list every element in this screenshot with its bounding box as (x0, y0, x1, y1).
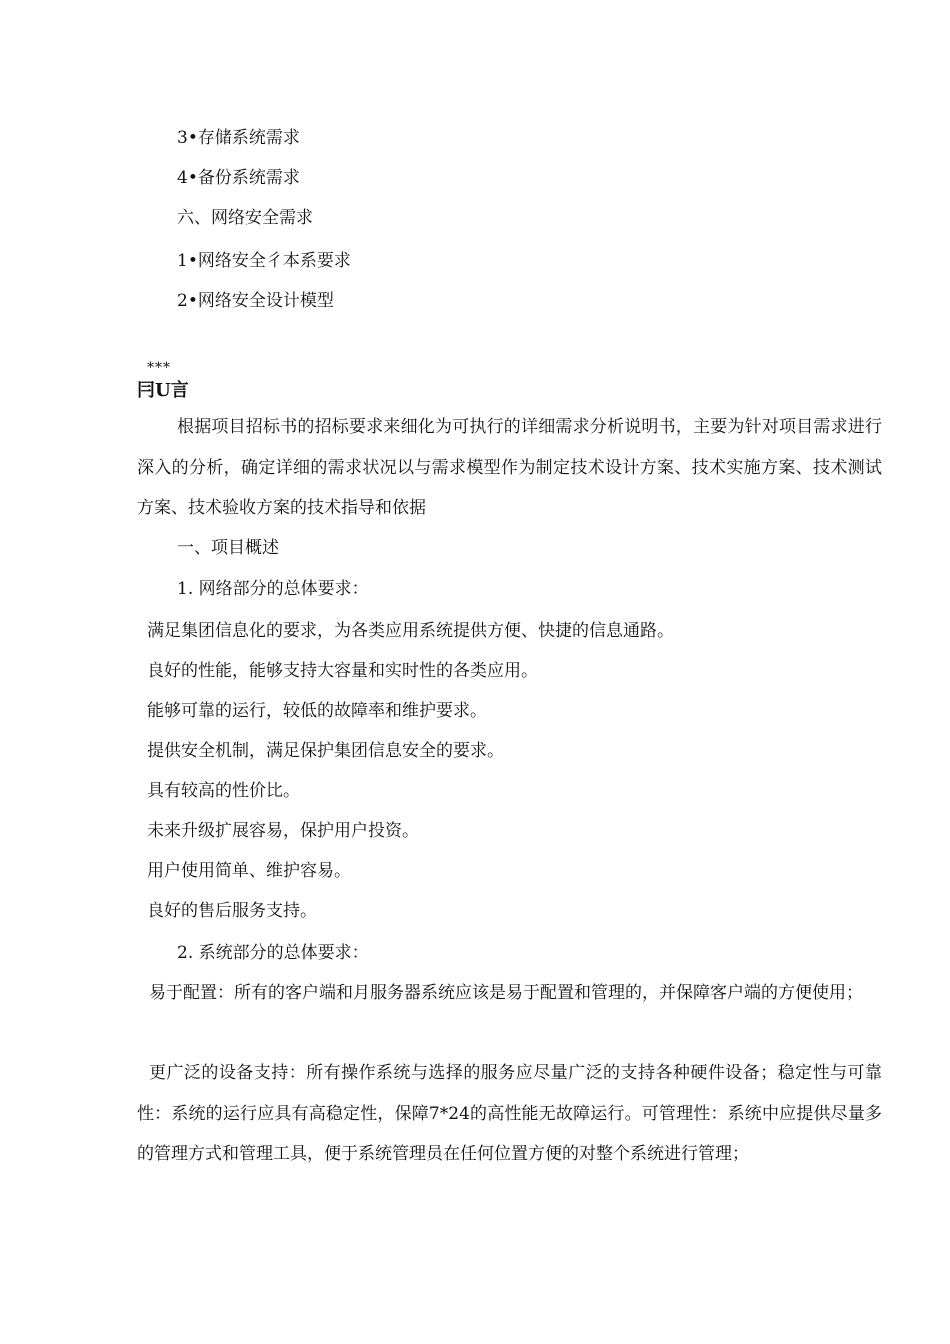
network-item: 良好的性能，能够支持大容量和实时性的各类应用。 (147, 661, 538, 681)
network-item: 未来升级扩展容易，保护用户投资。 (147, 821, 419, 841)
network-item: 能够可靠的运行，较低的故障率和维护要求。 (147, 701, 487, 721)
network-item: 良好的售后服务支持。 (147, 901, 317, 921)
toc-item-security: 六、网络安全需求 (177, 208, 313, 228)
system-paragraph-devices: 更广泛的设备支持：所有操作系统与选择的服务应尽量广泛的支持各种硬件设备；稳定性与可靠性：系统的运行应具有高稳定性，保障7*24的高性能无故障运行。可管理性：系统中应提供尽量多的管理方式和管理工具，便于系统管理员在任何位置方便的对整个系统进行管理； (137, 1063, 882, 1164)
network-item: 满足集团信息化的要求，为各类应用系统提供方便、快捷的信息通路。 (147, 621, 674, 641)
toc-item-security-model: 2•网络安全设计模型 (177, 291, 334, 311)
toc-item-storage: 3•存储系统需求 (177, 128, 300, 148)
toc-item-backup: 4•备份系统需求 (177, 168, 300, 188)
network-item: 具有较高的性价比。 (147, 781, 300, 801)
page-heading: 冃U言 (137, 380, 189, 401)
system-paragraph-config: 易于配置：所有的客户端和月服务器系统应该是易于配置和管理的，并保障客户端的方便使用； (149, 983, 863, 1003)
network-item: 提供安全机制，满足保护集团信息安全的要求。 (147, 741, 504, 761)
section-overview: 一、项目概述 (177, 538, 279, 558)
stars-mark: *** (147, 360, 171, 376)
system-title: 2. 系统部分的总体要求： (177, 943, 369, 963)
network-item: 用户使用简单、维护容易。 (147, 861, 351, 881)
network-title: 1. 网络部分的总体要求： (177, 579, 369, 599)
toc-item-security-system: 1•网络安全彳本系要求 (177, 251, 351, 271)
intro-paragraph: 根据项目招标书的招标要求来细化为可执行的详细需求分析说明书，主要为针对项目需求进行深入的分析，确定详细的需求状况以与需求模型作为制定技术设计方案、技术实施方案、技术测试方案、技术验收方案的技术指导和依据 (137, 417, 882, 518)
